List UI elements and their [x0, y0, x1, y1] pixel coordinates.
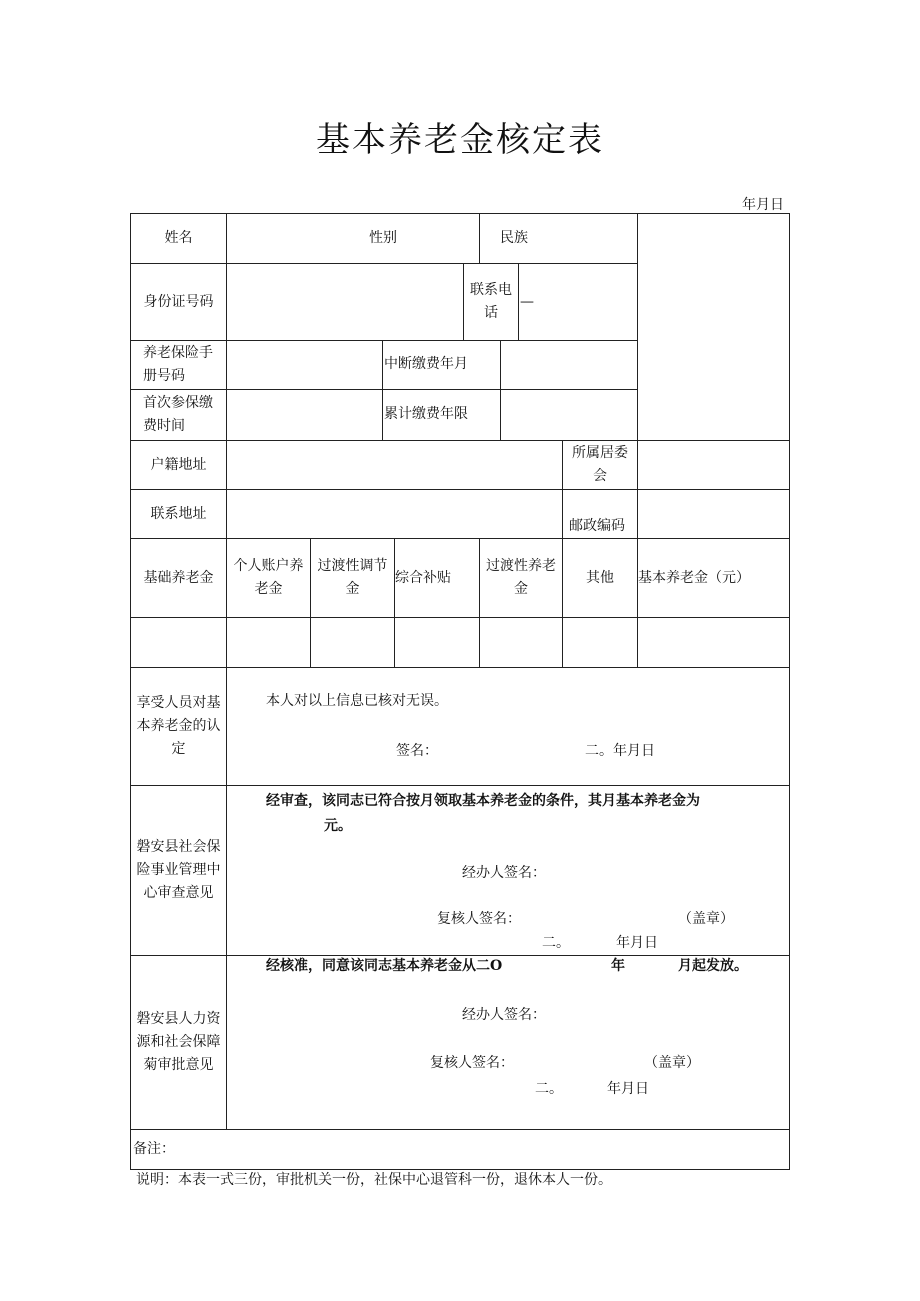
row-line [130, 667, 790, 668]
approve-checker-sign: 复核人签名： [430, 1055, 514, 1071]
label-approve: 磐安县人力资源和社会保障菊审批意见 [136, 1011, 221, 1073]
col-line [226, 213, 227, 1129]
label-subsidy: 综合补贴 [395, 569, 451, 586]
label-total-pension: 基本养老金（元） [638, 569, 750, 586]
approve-date-prefix: 二。 [535, 1081, 563, 1097]
table-border-right [789, 213, 790, 1170]
label-household-addr: 户籍地址 [150, 456, 207, 473]
label-handbook-no: 养老保险手册号码 [143, 345, 213, 384]
label-personal-account: 个人账户养老金 [233, 558, 304, 597]
approve-text-part3: 月起发放。 [678, 958, 748, 974]
row-line [130, 617, 790, 618]
approve-text-part2: 年 [611, 958, 625, 974]
approve-text-part1: 经核准，同意该同志基本养老金从二O [266, 958, 503, 974]
row-line [130, 785, 790, 786]
label-first-insured: 首次参保缴费时间 [143, 395, 213, 434]
col-line [382, 340, 383, 440]
footer-note: 说明：本表一式三份，审批机关一份，社保中心退管科一份，退休本人一份。 [136, 1172, 612, 1188]
label-basic-pension: 基础养老金 [143, 569, 214, 586]
label-id-number: 身份证号码 [143, 293, 214, 310]
review-date: 年月日 [616, 935, 658, 951]
approve-seal: （盖章） [644, 1055, 700, 1071]
label-confirm: 享受人员对基本养老金的认定 [136, 695, 221, 757]
label-transition-adjust: 过渡性调节金 [317, 558, 388, 597]
review-date-prefix: 二。 [542, 935, 570, 951]
row-line [130, 1129, 790, 1130]
review-seal: （盖章） [678, 911, 734, 927]
confirm-sign: 签名： [396, 743, 438, 759]
label-committee: 所属居委会 [572, 445, 628, 484]
row-line [130, 489, 790, 490]
approve-handler-sign: 经办人签名： [462, 1007, 546, 1023]
approve-date: 年月日 [607, 1081, 649, 1097]
review-handler-sign: 经办人签名： [462, 865, 546, 881]
page-title: 基本养老金核定表 [316, 120, 604, 160]
label-contact-addr: 联系地址 [150, 505, 207, 522]
review-text-line1: 经审查，该同志已符合按月领取基本养老金的条件，其月基本养老金为 [266, 793, 700, 809]
label-gender: 性别 [369, 230, 397, 246]
header-date: 年月日 [742, 197, 784, 213]
label-other: 其他 [586, 569, 614, 586]
phone-mark: — [520, 294, 534, 310]
label-postcode: 邮政编码 [569, 518, 625, 534]
label-ethnicity: 民族 [500, 230, 528, 246]
col-line [479, 213, 480, 263]
confirm-date: 二。年月日 [585, 743, 655, 759]
label-transition-pension: 过渡性养老金 [486, 558, 556, 597]
label-name: 姓名 [164, 230, 193, 246]
confirm-statement: 本人对以上信息已核对无误。 [266, 693, 448, 709]
col-line [500, 340, 501, 440]
label-phone: 联系电话 [470, 282, 512, 321]
label-interrupt-period: 中断缴费年月 [384, 356, 468, 372]
label-remarks: 备注： [133, 1141, 175, 1157]
review-checker-sign: 复核人签名： [437, 911, 521, 927]
table-border-top [130, 213, 790, 214]
label-total-years: 累计缴费年限 [384, 406, 468, 422]
label-review: 磐安县社会保险事业管理中心审查意见 [136, 839, 221, 901]
col-line [518, 263, 519, 340]
review-text-line2: 元。 [324, 818, 352, 834]
row-line [130, 440, 790, 441]
